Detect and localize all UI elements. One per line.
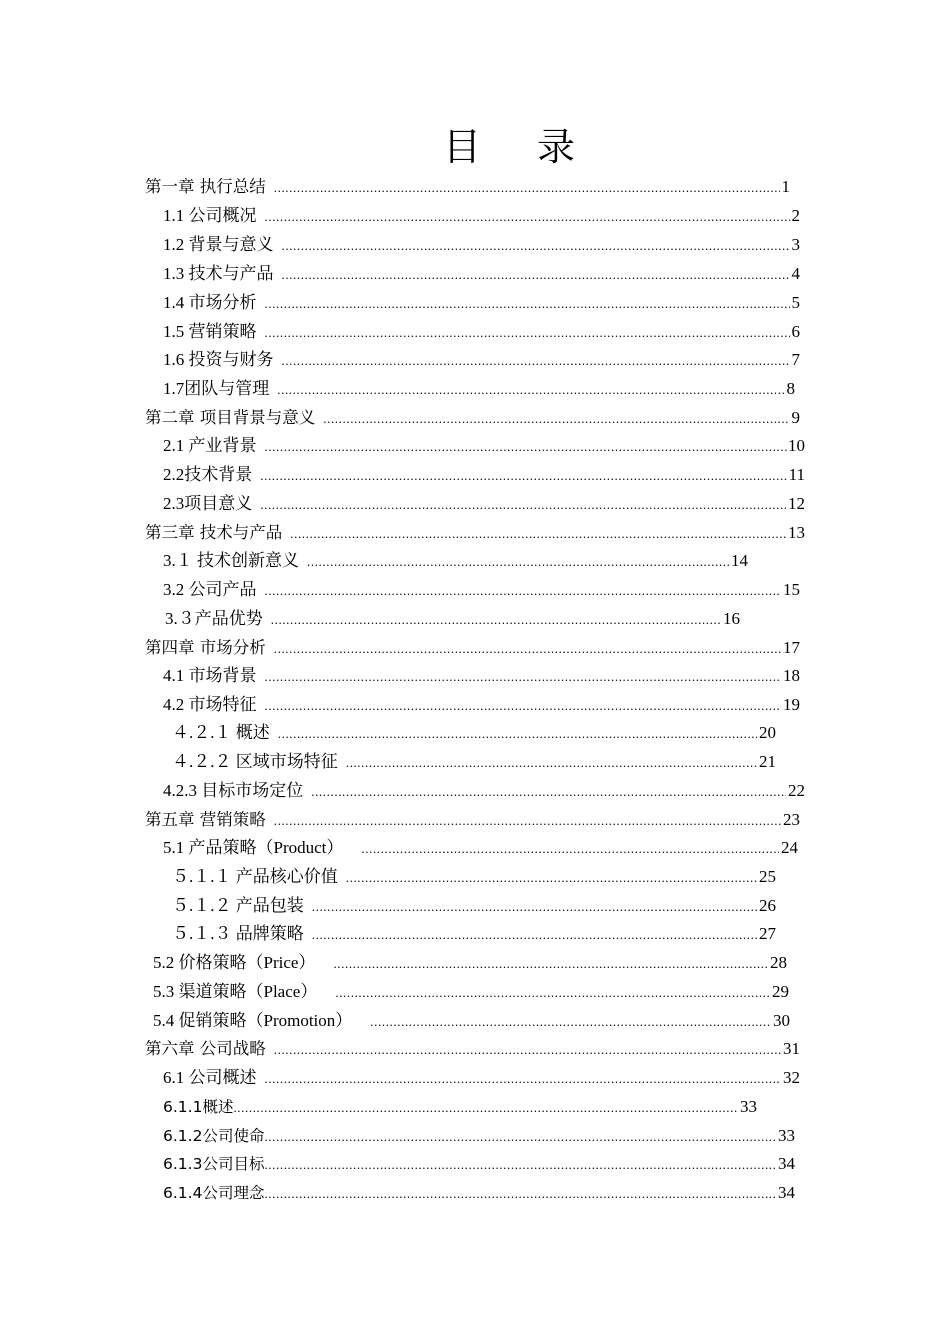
dot-leader xyxy=(282,234,790,258)
toc-entry-label: 1.7团队与管理 xyxy=(163,379,270,398)
toc-entry-page: 15 xyxy=(783,580,800,599)
dot-leader xyxy=(265,435,789,459)
toc-entry-label: 6.1.4公司理念 xyxy=(163,1184,265,1202)
toc-entry-5-1[interactable] xyxy=(163,836,798,860)
toc-entry-label: ４.２.１ 概述 xyxy=(172,723,270,742)
toc-entry-5-4[interactable] xyxy=(153,1009,790,1033)
toc-entry-4-2[interactable] xyxy=(163,693,800,717)
toc-entry-2-1[interactable] xyxy=(163,434,805,458)
toc-entry-6-1-3[interactable] xyxy=(163,1152,795,1176)
toc-entry-page: 34 xyxy=(778,1183,795,1202)
toc-entry-label: 2.2技术背景 xyxy=(163,465,253,484)
dot-leader xyxy=(290,522,786,546)
toc-entry-page: 12 xyxy=(788,494,805,513)
toc-entry-chapter-5[interactable] xyxy=(145,808,800,832)
toc-entry-label: 第二章 项目背景与意义 xyxy=(145,408,316,427)
dot-leader xyxy=(282,349,790,373)
toc-entry-page: 19 xyxy=(783,695,800,714)
toc-entry-chapter-3[interactable] xyxy=(145,521,805,545)
dot-leader xyxy=(370,1010,771,1034)
dot-leader xyxy=(274,1038,781,1062)
dot-leader xyxy=(323,407,789,431)
toc-entry-page: 29 xyxy=(772,982,789,1001)
toc-entry-6-1-1[interactable] xyxy=(163,1095,757,1119)
toc-entry-4-2-3[interactable] xyxy=(163,779,805,803)
toc-entry-label: 1.6 投资与财务 xyxy=(163,350,274,369)
toc-entry-5-2[interactable] xyxy=(153,951,787,975)
toc-entry-page: 5 xyxy=(791,293,800,312)
toc-entry-3-1[interactable] xyxy=(163,549,748,573)
dot-leader xyxy=(277,378,784,402)
toc-entry-page: 14 xyxy=(731,551,748,570)
toc-entry-label: 6.1.1概述 xyxy=(163,1098,234,1116)
toc-entry-label: 4.2.3 目标市场定位 xyxy=(163,781,304,800)
toc-entry-page: 2 xyxy=(791,206,800,225)
toc-entry-chapter-4[interactable] xyxy=(145,636,800,660)
toc-entry-6-1-2[interactable] xyxy=(163,1124,795,1148)
toc-entry-label: 5.3 渠道策略（Place） xyxy=(153,982,318,1001)
dot-leader xyxy=(271,608,721,632)
toc-entry-1-3[interactable] xyxy=(163,262,800,286)
toc-entry-page: 34 xyxy=(778,1154,795,1173)
toc-entry-label: 1.1 公司概况 xyxy=(163,206,257,225)
dot-leader xyxy=(265,665,782,689)
toc-entry-chapter-1[interactable] xyxy=(145,175,790,199)
dot-leader xyxy=(260,493,786,517)
dot-leader xyxy=(307,550,729,574)
dot-leader xyxy=(274,809,781,833)
toc-entry-label: 5.2 价格策略（Price） xyxy=(153,953,316,972)
toc-entry-page: 20 xyxy=(759,723,776,742)
dot-leader xyxy=(264,1153,776,1177)
toc-entry-label: 2.1 产业背景 xyxy=(163,436,257,455)
toc-entry-4-2-2[interactable] xyxy=(172,750,776,774)
toc-entry-chapter-6[interactable] xyxy=(145,1037,800,1061)
dot-leader xyxy=(333,952,768,976)
dot-leader xyxy=(278,722,757,746)
toc-entry-label: 1.4 市场分析 xyxy=(163,293,257,312)
toc-entry-page: 28 xyxy=(770,953,787,972)
toc-entry-1-5[interactable] xyxy=(163,320,800,344)
toc-entry-1-1[interactable] xyxy=(163,204,800,228)
toc-entry-page: 26 xyxy=(759,896,776,915)
toc-entry-label: 第五章 营销策略 xyxy=(145,810,266,829)
toc-entry-page: 24 xyxy=(781,838,798,857)
toc-entry-page: 25 xyxy=(759,867,776,886)
dot-leader xyxy=(265,205,790,229)
toc-entry-label: 4.2 市场特征 xyxy=(163,695,257,714)
toc-entry-page: 21 xyxy=(759,752,776,771)
dot-leader xyxy=(361,837,779,861)
toc-entry-label: 4.1 市场背景 xyxy=(163,666,257,685)
toc-entry-5-1-3[interactable] xyxy=(172,922,776,946)
dot-leader xyxy=(265,321,790,345)
toc-entry-1-4[interactable] xyxy=(163,291,800,315)
toc-entry-4-2-1[interactable] xyxy=(172,721,776,745)
toc-entry-1-6[interactable] xyxy=(163,348,800,372)
dot-leader xyxy=(312,895,757,919)
dot-leader xyxy=(264,1182,776,1206)
toc-entry-6-1-4[interactable] xyxy=(163,1181,795,1205)
toc-entry-chapter-2[interactable] xyxy=(145,406,800,430)
toc-entry-5-1-1[interactable] xyxy=(172,865,776,889)
toc-entry-page: 33 xyxy=(740,1097,757,1116)
dot-leader xyxy=(265,1067,782,1091)
toc-entry-page: 11 xyxy=(788,465,805,484)
toc-entry-1-2[interactable] xyxy=(163,233,800,257)
toc-entry-label: 第六章 公司战略 xyxy=(145,1039,266,1058)
toc-entry-page: 17 xyxy=(783,638,800,657)
toc-entry-label: 第四章 市场分析 xyxy=(145,638,266,657)
toc-entry-page: 23 xyxy=(783,810,800,829)
dot-leader xyxy=(274,176,780,200)
toc-entry-label: 3.１ 技术创新意义 xyxy=(163,551,299,570)
toc-entry-3-3[interactable] xyxy=(165,607,740,631)
dot-leader xyxy=(335,981,770,1005)
toc-entry-label: 3.３产品优势 xyxy=(165,609,263,628)
toc-entry-label: 第三章 技术与产品 xyxy=(145,523,283,542)
toc-entry-page: 32 xyxy=(783,1068,800,1087)
toc-title: 目 录 xyxy=(442,125,598,169)
toc-entry-label: 1.2 背景与意义 xyxy=(163,235,274,254)
toc-entry-page: 18 xyxy=(783,666,800,685)
toc-entry-1-7[interactable] xyxy=(163,377,795,401)
dot-leader xyxy=(346,751,757,775)
toc-entry-label: 3.2 公司产品 xyxy=(163,580,257,599)
toc-entry-page: 9 xyxy=(791,408,800,427)
toc-entry-page: 7 xyxy=(791,350,800,369)
toc-entry-page: 16 xyxy=(723,609,740,628)
toc-entry-page: 1 xyxy=(781,177,790,196)
toc-entry-page: 27 xyxy=(759,924,776,943)
dot-leader xyxy=(233,1096,738,1120)
toc-entry-label: 1.3 技术与产品 xyxy=(163,264,274,283)
toc-entry-label: 5.1 产品策略（Product） xyxy=(163,838,344,857)
toc-entry-6-1[interactable] xyxy=(163,1066,800,1090)
dot-leader xyxy=(282,263,790,287)
toc-entry-3-2[interactable] xyxy=(163,578,800,602)
dot-leader xyxy=(274,637,781,661)
dot-leader xyxy=(346,866,757,890)
toc-entry-page: 3 xyxy=(791,235,800,254)
toc-entry-page: 22 xyxy=(788,781,805,800)
toc-entry-4-1[interactable] xyxy=(163,664,800,688)
toc-entry-page: 10 xyxy=(788,436,805,455)
toc-entry-page: 6 xyxy=(791,322,800,341)
toc-entry-label: 6.1 公司概述 xyxy=(163,1068,257,1087)
toc-entry-5-1-2[interactable] xyxy=(172,894,776,918)
toc-entry-page: 8 xyxy=(786,379,795,398)
toc-entry-label: 5.4 促销策略（Promotion） xyxy=(153,1011,353,1030)
toc-entry-label: ４.２.２ 区域市场特征 xyxy=(172,752,338,771)
toc-entry-2-3[interactable] xyxy=(163,492,805,516)
dot-leader xyxy=(311,780,786,804)
dot-leader xyxy=(265,694,782,718)
dot-leader xyxy=(264,1125,776,1149)
toc-entry-page: 31 xyxy=(783,1039,800,1058)
toc-entry-page: 13 xyxy=(788,523,805,542)
toc-entry-label: 1.5 营销策略 xyxy=(163,322,257,341)
dot-leader xyxy=(265,292,790,316)
toc-entry-5-3[interactable] xyxy=(153,980,789,1004)
toc-entry-label: 2.3项目意义 xyxy=(163,494,253,513)
toc-entry-2-2[interactable] xyxy=(163,463,805,487)
toc-entry-page: 30 xyxy=(773,1011,790,1030)
toc-entry-label: 6.1.3公司目标 xyxy=(163,1155,265,1173)
dot-leader xyxy=(312,923,757,947)
toc-entry-page: 4 xyxy=(791,264,800,283)
toc-entry-page: 33 xyxy=(778,1126,795,1145)
toc-entry-label: ５.１.２ 产品包装 xyxy=(172,896,304,915)
toc-entry-label: ５.１.１ 产品核心价值 xyxy=(172,867,338,886)
toc-entry-label: 第一章 执行总结 xyxy=(145,177,266,196)
dot-leader xyxy=(265,579,782,603)
toc-entry-label: ５.１.３ 品牌策略 xyxy=(172,924,304,943)
dot-leader xyxy=(260,464,786,488)
toc-entry-label: 6.1.2公司使命 xyxy=(163,1127,265,1145)
